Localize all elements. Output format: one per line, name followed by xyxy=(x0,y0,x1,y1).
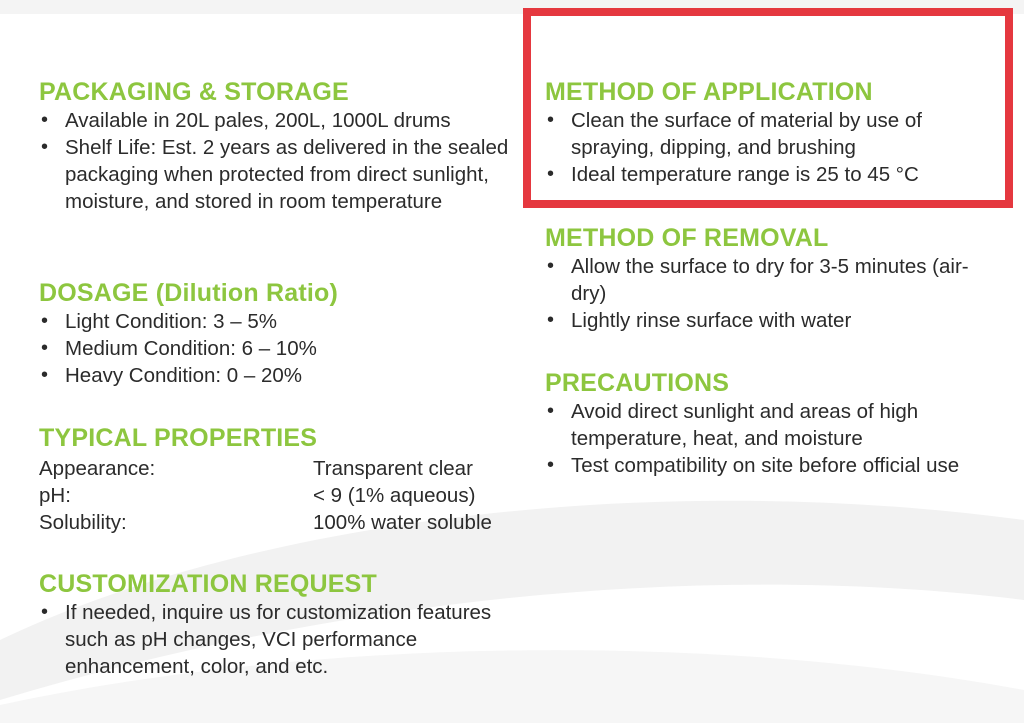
list-item-text: Clean the surface of material by use of spraying, dipping, and brushing xyxy=(571,109,922,159)
bullet-icon: • xyxy=(547,454,555,476)
property-label: Appearance: xyxy=(39,457,156,480)
property-label: Solubility: xyxy=(39,511,127,534)
method-of-application-heading: METHOD OF APPLICATION xyxy=(545,78,873,106)
typical-properties-heading: TYPICAL PROPERTIES xyxy=(39,424,318,452)
list-item-text: Light Condition: 3 – 5% xyxy=(65,310,277,333)
packaging-storage-heading: PACKAGING & STORAGE xyxy=(39,78,349,106)
typical-properties-section xyxy=(39,423,519,536)
bullet-icon: • xyxy=(41,337,49,359)
property-row xyxy=(39,482,519,509)
list-item-text: If needed, inquire us for customization features such as pH changes, VCI performance enhancement, color, and etc. xyxy=(65,601,492,678)
bullet-icon: • xyxy=(547,309,555,331)
dosage-heading: DOSAGE (Dilution Ratio) xyxy=(39,279,339,307)
bullet-icon: • xyxy=(41,310,49,332)
method-of-removal-section xyxy=(545,223,985,334)
properties-table xyxy=(39,455,519,536)
property-value: < 9 (1% aqueous) xyxy=(313,484,476,507)
list-item xyxy=(545,307,985,334)
property-row xyxy=(39,509,519,536)
list-item-text: Ideal temperature range is 25 to 45 °C xyxy=(571,163,919,186)
list-item-text: Available in 20L pales, 200L, 1000L drums xyxy=(65,109,451,132)
bullet-icon: • xyxy=(547,255,555,277)
list-item-text: Shelf Life: Est. 2 years as delivered in the sealed packaging when protected from direct sunlight, moisture, and stored in room temperature xyxy=(65,136,509,213)
list-item xyxy=(39,362,519,389)
highlight-box xyxy=(523,8,1013,208)
property-value: 100% water soluble xyxy=(313,511,492,534)
bullet-icon: • xyxy=(41,601,49,623)
bullet-icon: • xyxy=(547,400,555,422)
list-item xyxy=(545,398,985,452)
list-item xyxy=(39,134,529,215)
method-of-removal-list xyxy=(545,253,985,334)
customization-list xyxy=(39,599,509,680)
list-item-text: Heavy Condition: 0 – 20% xyxy=(65,364,303,387)
precautions-section xyxy=(545,368,985,479)
list-item xyxy=(545,253,985,307)
list-item xyxy=(39,599,509,680)
list-item-text: Medium Condition: 6 – 10% xyxy=(65,337,317,360)
dosage-list xyxy=(39,308,519,389)
customization-heading: CUSTOMIZATION REQUEST xyxy=(39,570,378,598)
property-label: pH: xyxy=(39,484,71,507)
list-item-text: Lightly rinse surface with water xyxy=(571,309,852,332)
list-item xyxy=(545,452,985,479)
customization-section xyxy=(39,569,509,680)
precautions-heading: PRECAUTIONS xyxy=(545,369,730,397)
bullet-icon: • xyxy=(41,109,49,131)
list-item xyxy=(39,335,519,362)
property-value: Transparent clear xyxy=(313,457,473,480)
packaging-storage-list xyxy=(39,107,529,215)
list-item xyxy=(39,107,529,134)
bullet-icon: • xyxy=(41,136,49,158)
bullet-icon: • xyxy=(41,364,49,386)
bullet-icon: • xyxy=(547,163,555,185)
list-item-text: Test compatibility on site before official use xyxy=(571,454,960,477)
precautions-list xyxy=(545,398,985,479)
list-item-text: Avoid direct sunlight and areas of high temperature, heat, and moisture xyxy=(571,400,919,450)
method-of-removal-heading: METHOD OF REMOVAL xyxy=(545,224,829,252)
property-row xyxy=(39,455,519,482)
bullet-icon: • xyxy=(547,109,555,131)
packaging-storage-section xyxy=(39,77,529,215)
dosage-section xyxy=(39,278,519,389)
list-item-text: Allow the surface to dry for 3-5 minutes (air-dry) xyxy=(571,255,969,305)
list-item xyxy=(39,308,519,335)
